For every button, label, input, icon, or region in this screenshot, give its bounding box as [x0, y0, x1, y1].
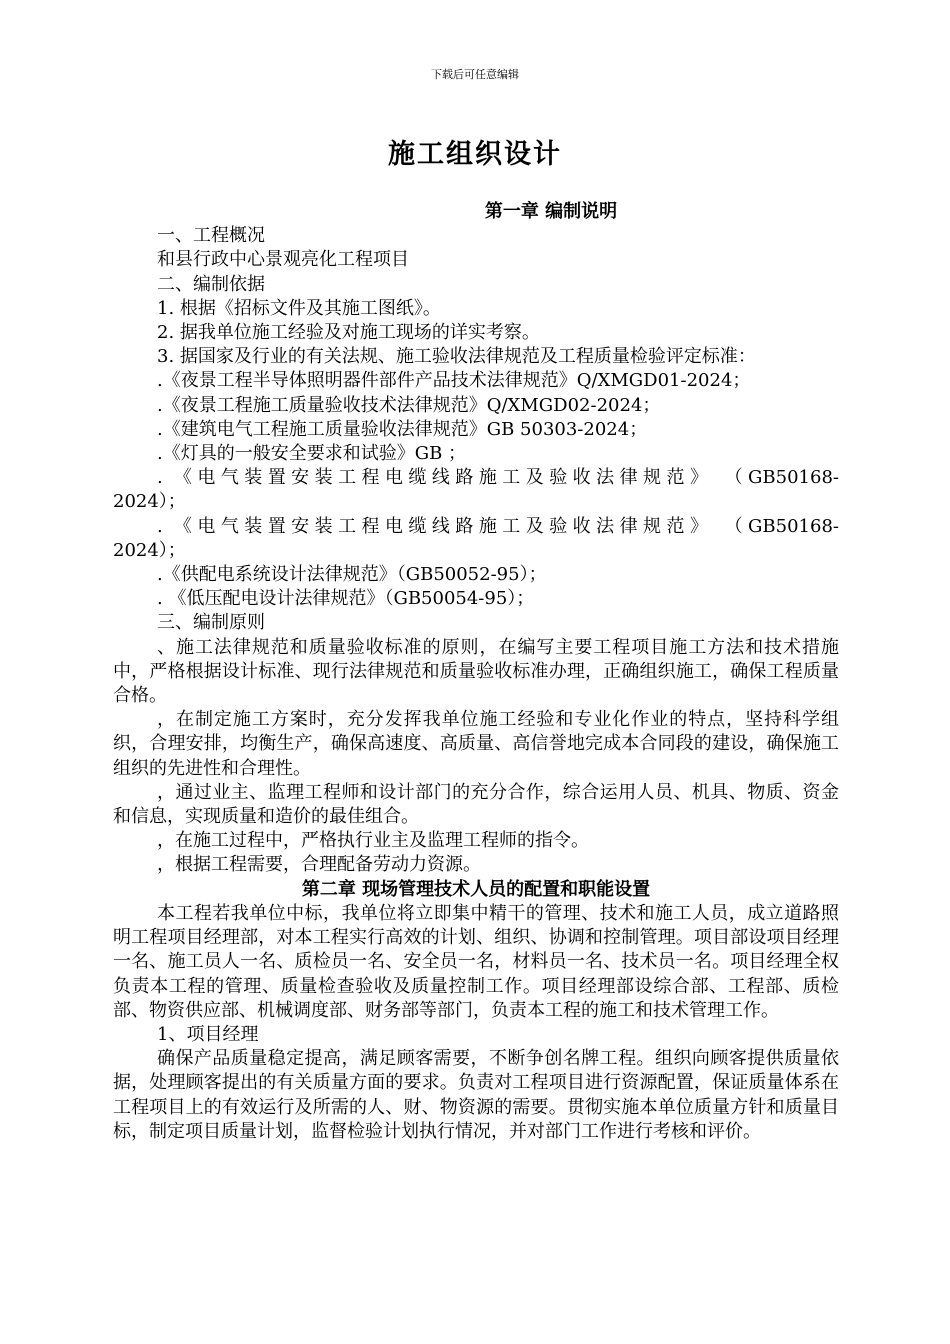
- standard-item-cont: 2024）；: [113, 491, 186, 513]
- standard-item: . 《电气装置安装工程电缆线路施工及验收法律规范》 （GB50168-: [157, 467, 839, 489]
- section-1-heading: 一、工程概况: [157, 225, 265, 247]
- basis-item: 3. 据国家及行业的有关法规、施工验收法律规范及工程质量检验评定标准：: [157, 346, 756, 368]
- chapter-2-intro: 本工程若我单位中标，我单位将立即集中精干的管理、技术和施工人员，成立道路照明工程项目经理部，对本工程实行高效的计划、组织、协调和控制管理。项目部设项目经理一名、施工员人一名、质检员一名、安全员一名，材料员一名、技术员一名。项目经理全权负责本工程的管理、质量检查验收及质量控制工作。项目经理部设综合部、工程部、质检部、物资供应部、机械调度部、财务部等部门，负责本工程的施工和技术管理工作。: [113, 902, 839, 1021]
- standard-item-cont: 2024）；: [113, 539, 186, 561]
- section-3-heading: 三、编制原则: [157, 612, 265, 634]
- standard-item: . 《电气装置安装工程电缆线路施工及验收法律规范》 （GB50168-: [157, 515, 839, 537]
- basis-item: 2. 据我单位施工经验及对施工现场的详实考察。: [157, 322, 540, 344]
- principle-paragraph: ，根据工程需要，合理配备劳动力资源。: [157, 854, 481, 876]
- basis-item: 1. 根据《招标文件及其施工图纸》。: [157, 297, 441, 319]
- standard-item: .《灯具的一般安全要求和试验》GB ；: [157, 443, 467, 465]
- principle-paragraph: 、施工法律规范和质量验收标准的原则，在编写主要工程项目施工方法和技术措施中，严格根据设计标准、现行法律规范和质量验收标准办理，正确组织施工，确保工程质量合格。: [113, 636, 839, 707]
- standard-item: .《建筑电气工程施工质量验收法律规范》GB 50303-2024；: [157, 418, 648, 440]
- standard-item: .《夜景工程施工质量验收技术法律规范》Q/XMGD02-2024；: [157, 394, 661, 416]
- chapter-2-heading: 第二章 现场管理技术人员的配置和职能设置: [301, 878, 651, 900]
- standard-item: . 《低压配电设计法律规范》（GB50054-95）；: [157, 588, 535, 610]
- principle-paragraph: ，在施工过程中，严格执行业主及监理工程师的指令。: [157, 830, 589, 852]
- principle-paragraph: ，在制定施工方案时，充分发挥我单位施工经验和专业化作业的特点，坚持科学组织，合理安排，均衡生产，确保高速度、高质量、高信誉地完成本合同段的建设，确保施工组织的先进性和合理性。: [113, 709, 839, 779]
- standard-item: .《供配电系统设计法律规范》（GB50052-95）；: [157, 564, 547, 586]
- document-body: [113, 200, 839, 1144]
- project-manager-text: 确保产品质量稳定提高，满足顾客需要，不断争创名牌工程。组织向顾客提供质量依据，处理顾客提出的有关质量方面的要求。负责对工程项目进行资源配置，保证质量体系在工程项目上的有效运行及所需的人、财、物资源的需要。贯彻实施本单位质量方针和质量目标，制定项目质量计划，监督检验计划执行情况，并对部门工作进行考核和评价。: [113, 1048, 839, 1142]
- section-1-text: 和县行政中心景观亮化工程项目: [157, 249, 409, 271]
- project-manager-heading: 1、项目经理: [157, 1023, 259, 1045]
- section-2-heading: 二、编制依据: [157, 273, 265, 295]
- page-header-note: 下载后可任意编辑: [431, 68, 519, 81]
- chapter-1-heading: 第一章 编制说明: [484, 201, 618, 222]
- document-title: 施工组织设计: [388, 139, 562, 170]
- standard-item: .《夜景工程半导体照明器件部件产品技术法律规范》Q/XMGD01-2024；: [157, 370, 751, 392]
- principle-paragraph: ，通过业主、监理工程师和设计部门的充分合作，综合运用人员、机具、物质、资金和信息，实现质量和造价的最佳组合。: [113, 781, 839, 828]
